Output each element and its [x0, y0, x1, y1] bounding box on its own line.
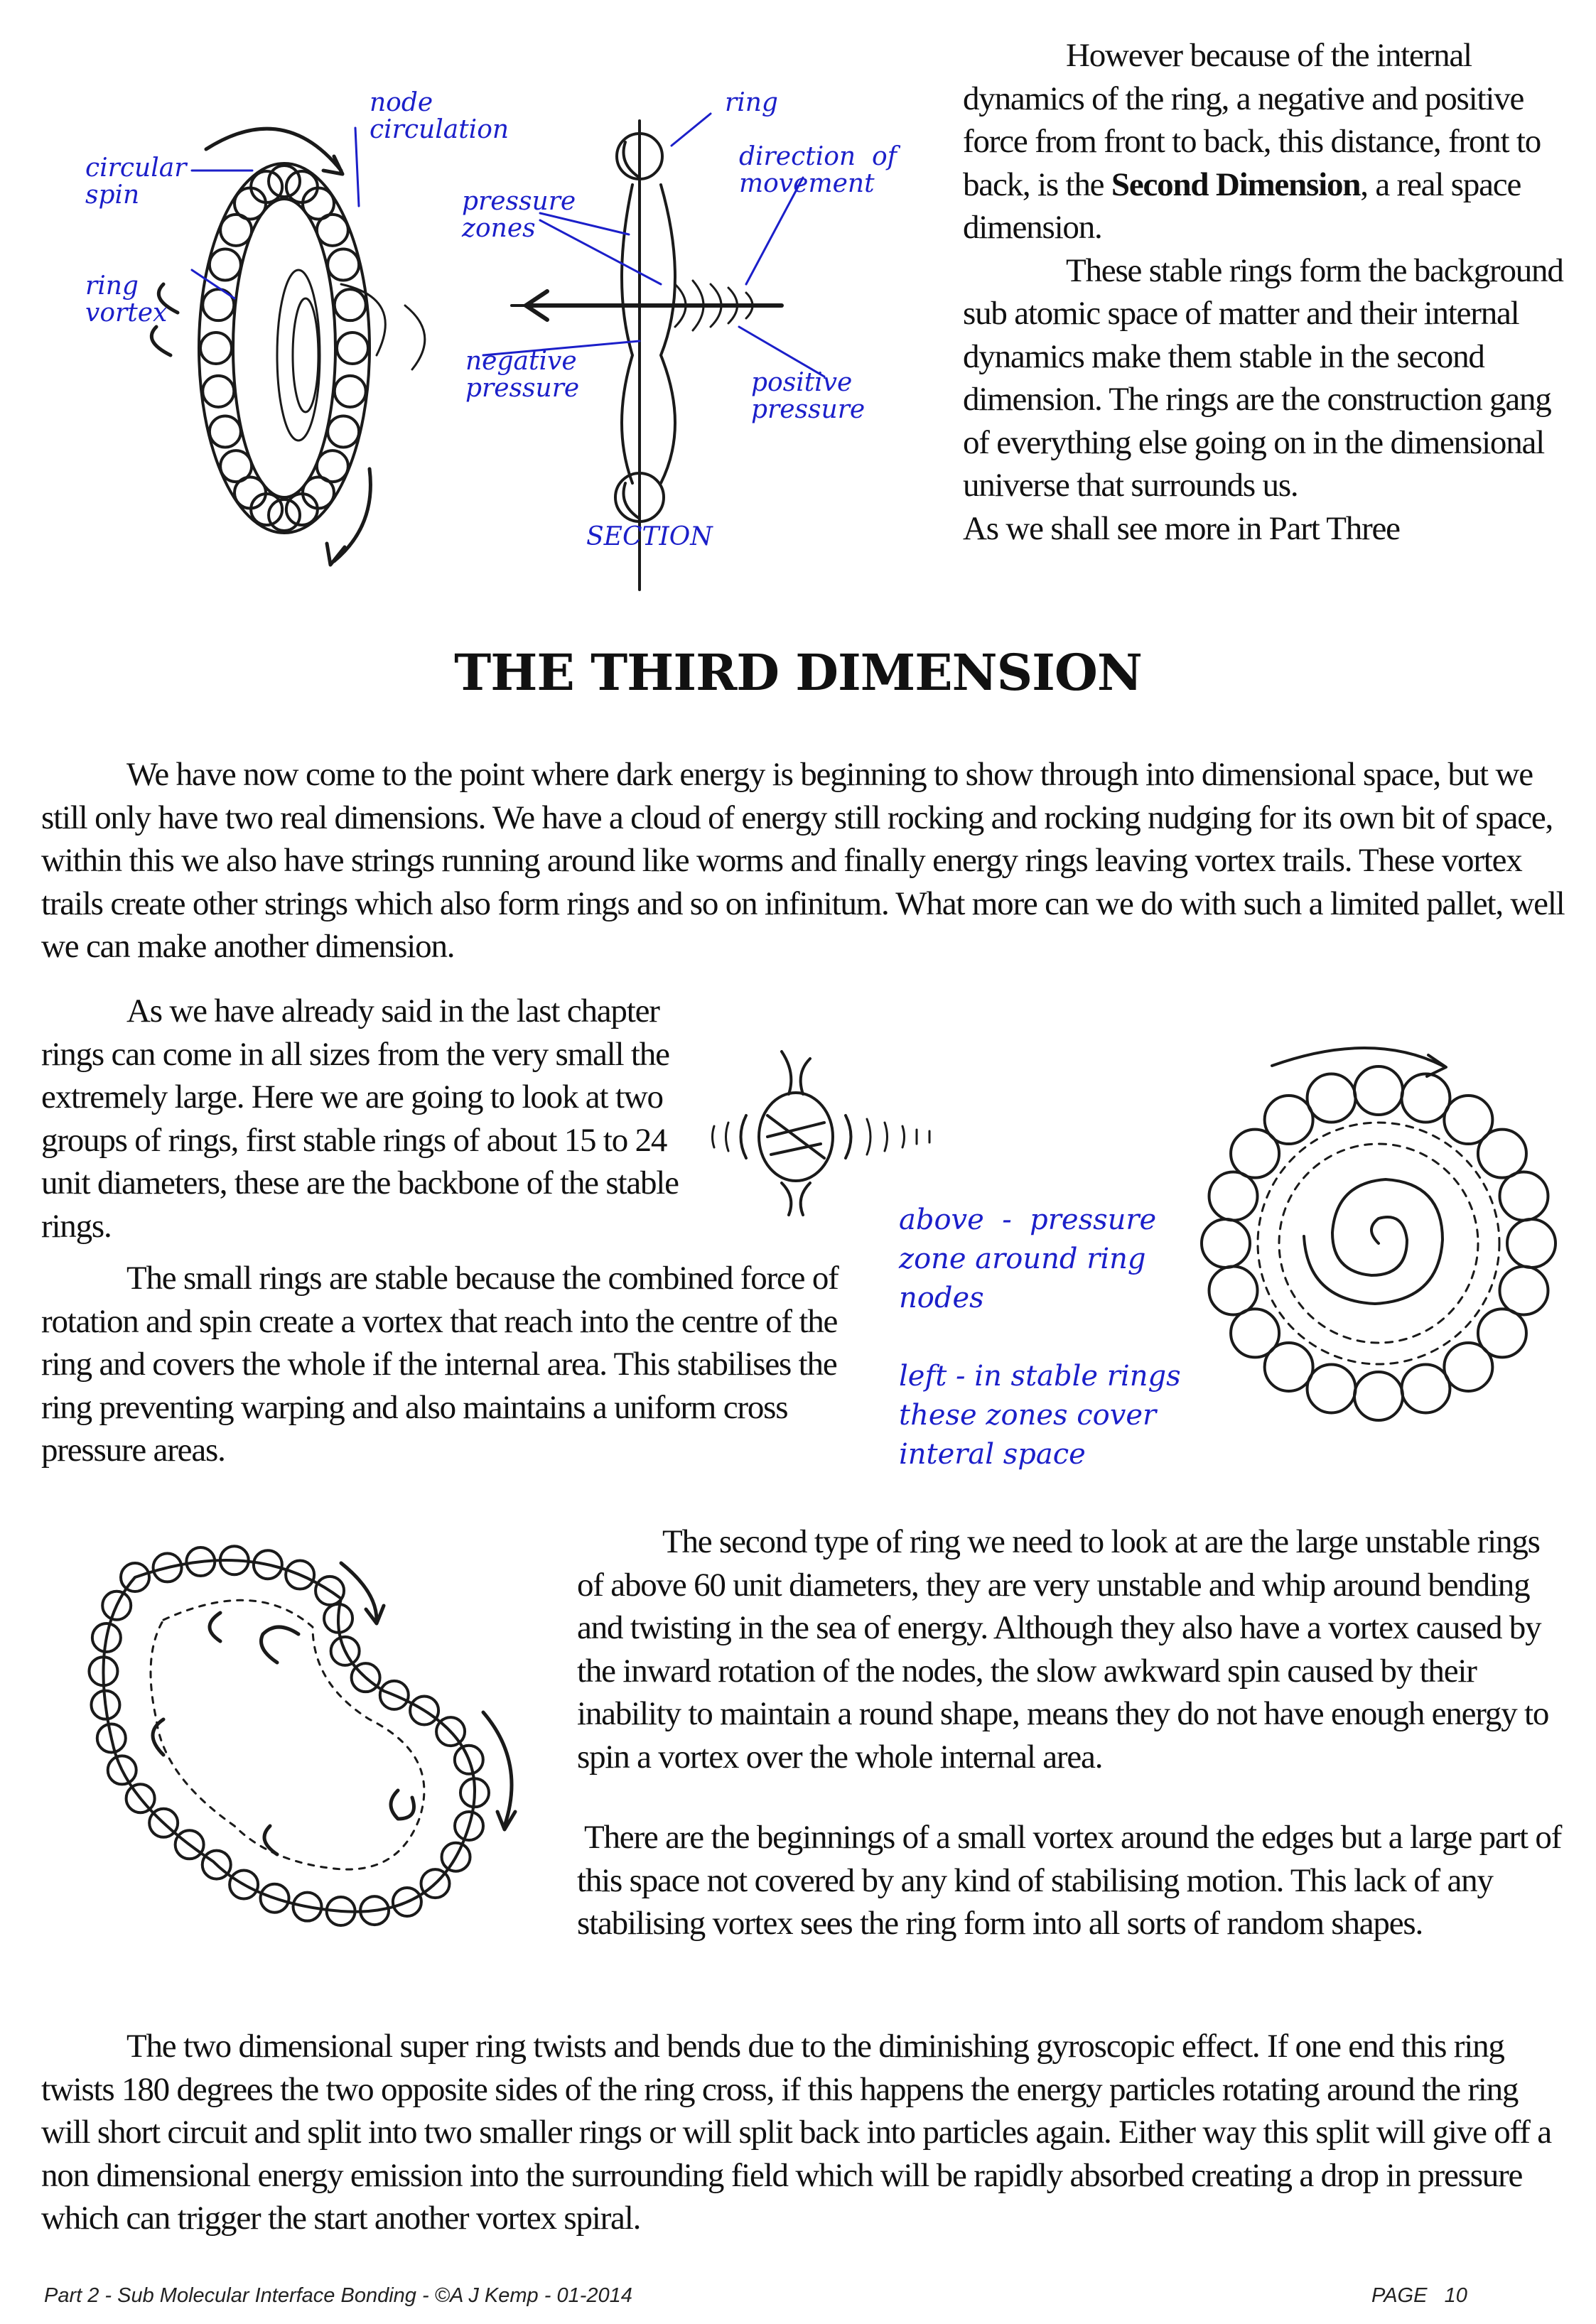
ring-node	[203, 376, 234, 407]
label-node-circulation: node circulation	[370, 88, 509, 144]
beginnings-paragraph: There are the beginnings of a small vortex around the edges but a large part of this space not covered by any kind of stabilising motion. This lack of any stabilising vortex sees the ring form into all sorts of random shapes.	[577, 1819, 1562, 1942]
ring-node	[1209, 1266, 1258, 1314]
ring-node	[269, 166, 300, 197]
second-dimension-term: Second Dimension	[1111, 166, 1361, 203]
ring-node	[1401, 1074, 1450, 1123]
ring-node	[1307, 1074, 1356, 1123]
label-ring: ring	[725, 88, 778, 117]
small-rings-paragraph-block	[41, 1257, 873, 1472]
label-section: SECTION	[586, 522, 713, 551]
super-ring-paragraph-block	[41, 2025, 1569, 2240]
small-rings-paragraph: The small rings are stable because the combined force of rotation and spin create a vortex that reach into the centre of the ring and covers the whole if the internal area. This stabilises the ring preventing warping and also maintains a uniform cross pressure areas.	[41, 1260, 839, 1469]
ring-node	[1307, 1364, 1356, 1412]
intro-paragraph-3: As we shall see more in Part Three	[963, 509, 1400, 547]
main-paragraph: We have now come to the point where dark energy is beginning to show through into dimensional space, but we still only have two real dimensions. We have a cloud of energy still rocking and rocking nudging for its own bit of space, within this we also have strings running around like worms and finally energy rings leaving vortex trails. These vortex trails create other strings which also form rings and so on infinitum. What more can we do with such a limited pallet, well we can make another dimension.	[41, 756, 1565, 965]
second-type-paragraph: The second type of ring we need to look at are the large unstable rings of above 60 unit diameters, they are very unstable and whip around bending and twisting in the sea of energy. Although they also have a vortex caused by the inward rotation of the nodes, the slow awkward spin caused by their inability to maintain a round shape, means they do not have enough energy to spin a vortex over the whole internal area.	[577, 1523, 1549, 1776]
section-heading: THE THIRD DIMENSION	[454, 643, 1142, 702]
ring-node	[1499, 1266, 1548, 1314]
ring-node	[1265, 1096, 1313, 1144]
ring-node	[234, 188, 266, 219]
ring-node	[328, 249, 359, 281]
ring-node	[1354, 1066, 1403, 1115]
ring-node	[337, 333, 368, 364]
ring-node	[286, 494, 318, 525]
stable-ring-sketch	[1187, 1037, 1570, 1435]
caption-above: above - pressure zone around ring nodes	[899, 1204, 1157, 1314]
ring-node	[317, 215, 348, 246]
ring-node	[328, 416, 359, 448]
ring-node	[1209, 1172, 1258, 1221]
intro-paragraph-1: However because of the internal dynamics of the ring, a negative and positive force from front to back, this distance, front to back, is the Second Dimension, a real space dimension.	[963, 37, 1541, 246]
footer-left: Part 2 - Sub Molecular Interface Bonding - ©A J Kemp - 01-2014	[44, 2284, 632, 2307]
ring-node	[1507, 1219, 1555, 1268]
ring-node	[251, 171, 282, 202]
ring-node	[1499, 1172, 1548, 1221]
ring-node	[1202, 1219, 1250, 1268]
ring-node	[286, 171, 318, 202]
ring-node	[335, 289, 366, 320]
ring-node	[220, 450, 252, 482]
ring-node	[1478, 1130, 1526, 1178]
ring-node	[1401, 1364, 1450, 1412]
beginnings-paragraph-block	[577, 1816, 1568, 1945]
label-positive-pressure: positive pressure	[751, 368, 866, 424]
ring-node	[1354, 1372, 1403, 1420]
label-direction-of-movement: direction of movement	[739, 142, 897, 198]
label-circular-spin: circular spin	[85, 153, 187, 210]
intro-paragraph-2: These stable rings form the background sub atomic space of matter and their internal dynamics make them stable in the second dimension. The rings are the construction gang of everything else going on in the dimensional universe that surrounds us.	[963, 252, 1563, 504]
sizes-paragraph-block	[41, 990, 681, 1248]
ring-node	[210, 416, 241, 448]
footer-page-number: PAGE 10	[1371, 2284, 1467, 2307]
ring-node	[1444, 1343, 1492, 1391]
ring-node	[200, 333, 232, 364]
ring-node	[335, 376, 366, 407]
super-ring-paragraph: The two dimensional super ring twists and bends due to the diminishing gyroscopic effect. If one end this ring twists 180 degrees the two opposite sides of the ring cross, if this happens the energy particles rotating around the ring will short circuit and split into two smaller rings or will split back into particles again. Either way this split will give off a non dimensional energy emission into the surrounding field which will be rapidly absorbed creating a drop in pressure which can trigger the start another vortex spiral.	[41, 2028, 1551, 2237]
label-negative-pressure: negative pressure	[465, 347, 580, 403]
label-ring-vortex: ring vortex	[85, 271, 168, 328]
ring-node	[210, 249, 241, 281]
sizes-paragraph: As we have already said in the last chapter rings can come in all sizes from the very small the extremely large. Here we are going to look at two groups of rings, first stable rings of about 15 to 24 unit diameters, these are the backbone of the stable rings.	[41, 993, 679, 1245]
ring-node	[1231, 1309, 1279, 1357]
ring-node	[303, 477, 334, 509]
ring-node	[251, 494, 282, 525]
intro-text-block	[963, 34, 1563, 550]
ring-node	[269, 499, 300, 531]
second-type-paragraph-block	[577, 1520, 1568, 1778]
caption-left: left - in stable rings these zones cover interal space	[899, 1360, 1181, 1471]
unstable-ring-sketch	[43, 1520, 540, 1933]
label-pressure-zones: pressure zones	[462, 187, 576, 243]
node-pressure-sketch	[703, 1030, 1002, 1215]
